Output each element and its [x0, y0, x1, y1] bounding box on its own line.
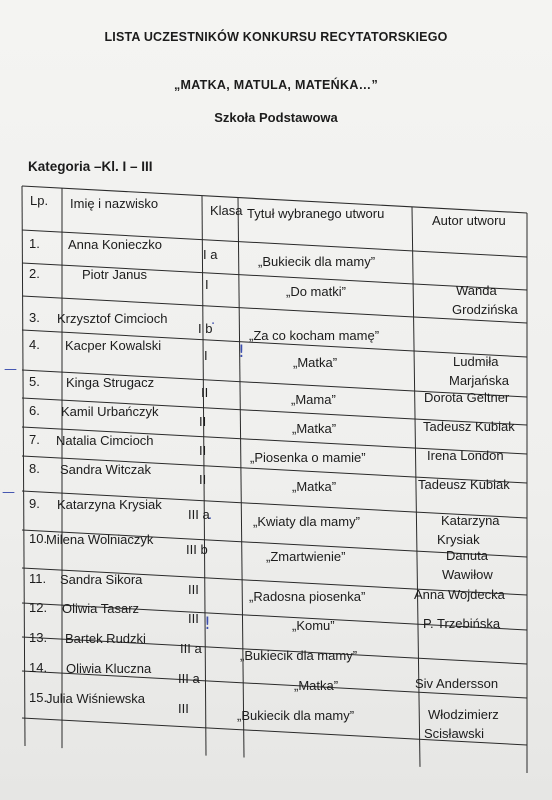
class-cell: III a	[188, 507, 210, 522]
author-cell: Wawiłow	[442, 567, 493, 582]
poem-title: „Mama”	[291, 392, 336, 407]
pen-mark: !	[204, 614, 211, 634]
row-number: 15.	[29, 690, 48, 705]
poem-title: „Komu”	[292, 618, 335, 633]
author-cell: Scisławski	[424, 726, 484, 741]
participant-name: Sandra Witczak	[60, 462, 152, 477]
participant-name: Anna Konieczko	[68, 237, 162, 252]
author-cell: Marjańska	[449, 373, 509, 388]
class-cell: I a	[203, 247, 218, 262]
category-label: Kategoria –Kl. I – III	[28, 159, 153, 174]
author-cell: Siv Andersson	[415, 676, 499, 691]
author-cell: Włodzimierz	[428, 707, 499, 722]
class-cell: III a	[178, 671, 200, 686]
class-cell: II	[199, 414, 207, 429]
poem-title: „Matka”	[293, 355, 338, 370]
row-number: 14.	[29, 660, 48, 675]
participant-name: Oliwia Kluczna	[66, 661, 152, 676]
row-number: 1.	[29, 236, 40, 251]
poem-title: „Matka”	[292, 421, 337, 436]
table-column-divider	[22, 186, 25, 746]
participant-name: Kacper Kowalski	[65, 338, 162, 353]
author-cell: Tadeusz Kubiak	[423, 419, 515, 434]
author-cell: Anna Wojdecka	[414, 587, 505, 602]
author-cell: Wanda	[456, 283, 497, 298]
row-number: 7.	[29, 432, 40, 447]
row-number: 12.	[29, 600, 48, 615]
row-number: 4.	[29, 337, 40, 352]
author-cell: Krysiak	[437, 532, 480, 547]
pen-mark: —	[4, 362, 17, 377]
pen-mark: ·	[211, 317, 216, 332]
participant-name: Krzysztof Cimcioch	[57, 311, 168, 326]
participant-name: Milena Wolniaczyk	[46, 532, 154, 547]
poem-title: „Matka”	[294, 678, 339, 693]
poem-title: „Za co kocham mamę”	[249, 328, 380, 343]
participant-name: Piotr Janus	[82, 267, 148, 282]
poem-title: „Bukiecik dla mamy”	[240, 648, 358, 663]
class-cell: III b	[186, 542, 208, 557]
class-cell: III	[188, 582, 199, 597]
row-number: 8.	[29, 461, 40, 476]
table-header-cell: Tytuł wybranego utworu	[247, 206, 385, 221]
class-cell: III	[188, 611, 199, 626]
pen-mark: ·	[208, 512, 213, 527]
participant-name: Kinga Strugacz	[66, 375, 155, 390]
pen-mark: !	[238, 342, 245, 362]
table-header-cell: Klasa	[210, 203, 243, 218]
table-header-cell: Lp.	[30, 193, 49, 208]
author-cell: Dorota Geltner	[424, 390, 510, 405]
participant-name: Bartek Rudzki	[65, 631, 146, 646]
author-cell: Danuta	[446, 548, 488, 563]
contest-name: „MATKA, MATULA, MATEŃKA…”	[174, 78, 378, 92]
table-header-cell: Imię i nazwisko	[70, 196, 159, 211]
row-number: 13.	[29, 630, 48, 645]
poem-title: „Matka”	[292, 479, 337, 494]
class-cell: III	[178, 701, 189, 716]
row-number: 2.	[29, 266, 40, 281]
row-number: 9.	[29, 496, 40, 511]
poem-title: „Bukiecik dla mamy”	[258, 254, 376, 269]
participant-name: Julia Wiśniewska	[46, 691, 145, 706]
school-name: Szkoła Podstawowa	[214, 110, 338, 125]
author-cell: Tadeusz Kubiak	[418, 477, 510, 492]
pen-mark: —	[2, 485, 15, 500]
table-column-divider	[238, 198, 244, 758]
document-title: LISTA UCZESTNIKÓW KONKURSU RECYTATORSKIEGO	[104, 30, 448, 44]
poem-title: „Zmartwienie”	[266, 549, 346, 564]
class-cell: I b	[198, 321, 213, 336]
author-cell: Grodzińska	[452, 302, 518, 317]
row-number: 10.	[29, 531, 48, 546]
class-cell: II	[199, 472, 207, 487]
row-number: 5.	[29, 374, 40, 389]
author-cell: P. Trzebińska	[423, 616, 501, 631]
poem-title: „Do matki”	[286, 284, 346, 299]
table-header-cell: Autor utworu	[432, 213, 506, 228]
class-cell: I	[204, 348, 208, 363]
row-number: 11.	[29, 571, 47, 586]
author-cell: Katarzyna	[441, 513, 500, 528]
participant-name: Katarzyna Krysiak	[57, 497, 162, 512]
author-cell: Ludmiła	[453, 354, 499, 369]
class-cell: I	[205, 277, 209, 292]
participant-name: Oliwia Tasarz	[62, 601, 140, 616]
poem-title: „Kwiaty dla mamy”	[253, 514, 360, 529]
row-number: 3.	[29, 310, 40, 325]
poem-title: „Radosna piosenka”	[249, 589, 366, 604]
participant-name: Kamil Urbańczyk	[61, 404, 159, 419]
class-cell: III a	[180, 641, 202, 656]
class-cell: II	[199, 443, 207, 458]
participant-name: Natalia Cimcioch	[56, 433, 154, 448]
author-cell: Irena London	[427, 448, 504, 463]
class-cell: II	[201, 385, 209, 400]
poem-title: „Piosenka o mamie”	[250, 450, 366, 465]
participant-name: Sandra Sikora	[60, 572, 143, 587]
row-number: 6.	[29, 403, 40, 418]
poem-title: „Bukiecik dla mamy”	[237, 708, 355, 723]
